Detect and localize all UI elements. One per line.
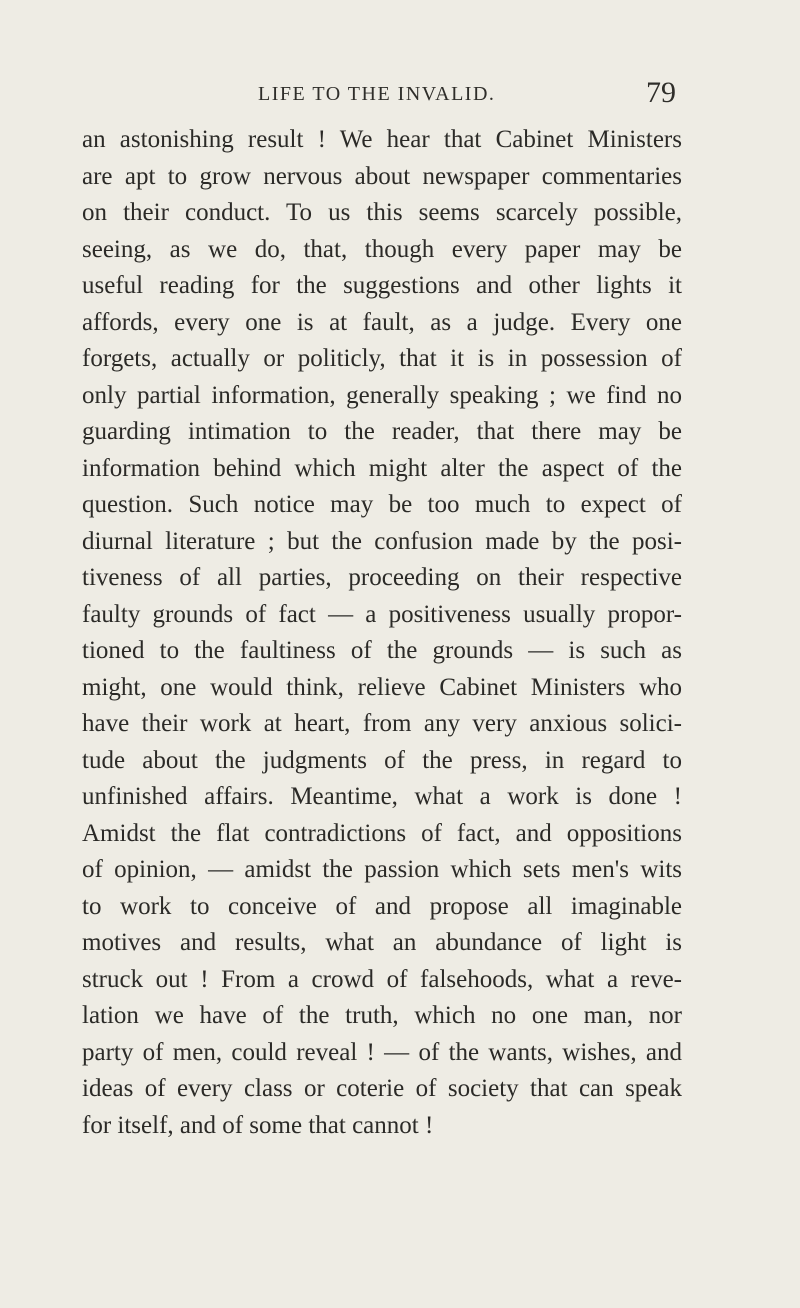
text-line: party of men, could reveal ! — of the wants, wishes, and: [82, 1038, 682, 1066]
text-line: guarding intimation to the reader, that there may be: [82, 418, 682, 445]
text-line: struck out ! From a crowd of falsehoods, what a reve-: [82, 965, 682, 993]
text-line: for itself, and of some that cannot !: [82, 1111, 434, 1139]
text-line: an astonishing result ! We hear that Cabinet Ministers: [82, 126, 682, 153]
page-number: 79: [646, 76, 676, 109]
text-line: might, one would think, relieve Cabinet Ministers who: [82, 673, 682, 701]
text-line: useful reading for the suggestions and other lights it: [82, 272, 682, 299]
text-line: lation we have of the truth, which no one man, nor: [82, 1002, 682, 1029]
text-line: information behind which might alter the aspect of the: [82, 454, 682, 482]
text-line: motives and results, what an abundance of light is: [82, 929, 682, 956]
text-line: tiveness of all parties, proceeding on their respective: [82, 564, 682, 591]
text-line: tude about the judgments of the press, in regard to: [82, 746, 682, 774]
text-line: question. Such notice may be too much to expect of: [82, 491, 682, 518]
text-line: faulty grounds of fact — a positiveness usually propor-: [82, 600, 682, 628]
text-line: forgets, actually or politicly, that it is in possession of: [82, 345, 682, 372]
text-line: seeing, as we do, that, though every paper may be: [82, 235, 682, 263]
text-line: Amidst the flat contradictions of fact, and oppositions: [82, 819, 682, 847]
text-line: of opinion, — amidst the passion which sets men's wits: [82, 856, 682, 883]
text-line: to work to conceive of and propose all imaginable: [82, 892, 682, 920]
text-line: diurnal literature ; but the confusion made by the posi-: [82, 527, 682, 555]
text-line: have their work at heart, from any very anxious solici-: [82, 710, 682, 737]
text-line: are apt to grow nervous about newspaper commentaries: [82, 162, 682, 190]
text-line: on their conduct. To us this seems scarcely possible,: [82, 199, 682, 226]
text-line: tioned to the faultiness of the grounds — is such as: [82, 637, 682, 664]
body-text: [82, 122, 682, 1144]
text-line: only partial information, generally speaking ; we find no: [82, 381, 682, 409]
running-head: LIFE TO THE INVALID.: [258, 83, 496, 105]
text-line: ideas of every class or coterie of society that can speak: [82, 1075, 682, 1102]
text-line: affords, every one is at fault, as a judge. Every one: [82, 308, 682, 336]
text-line: unfinished affairs. Meantime, what a work is done !: [82, 783, 682, 810]
